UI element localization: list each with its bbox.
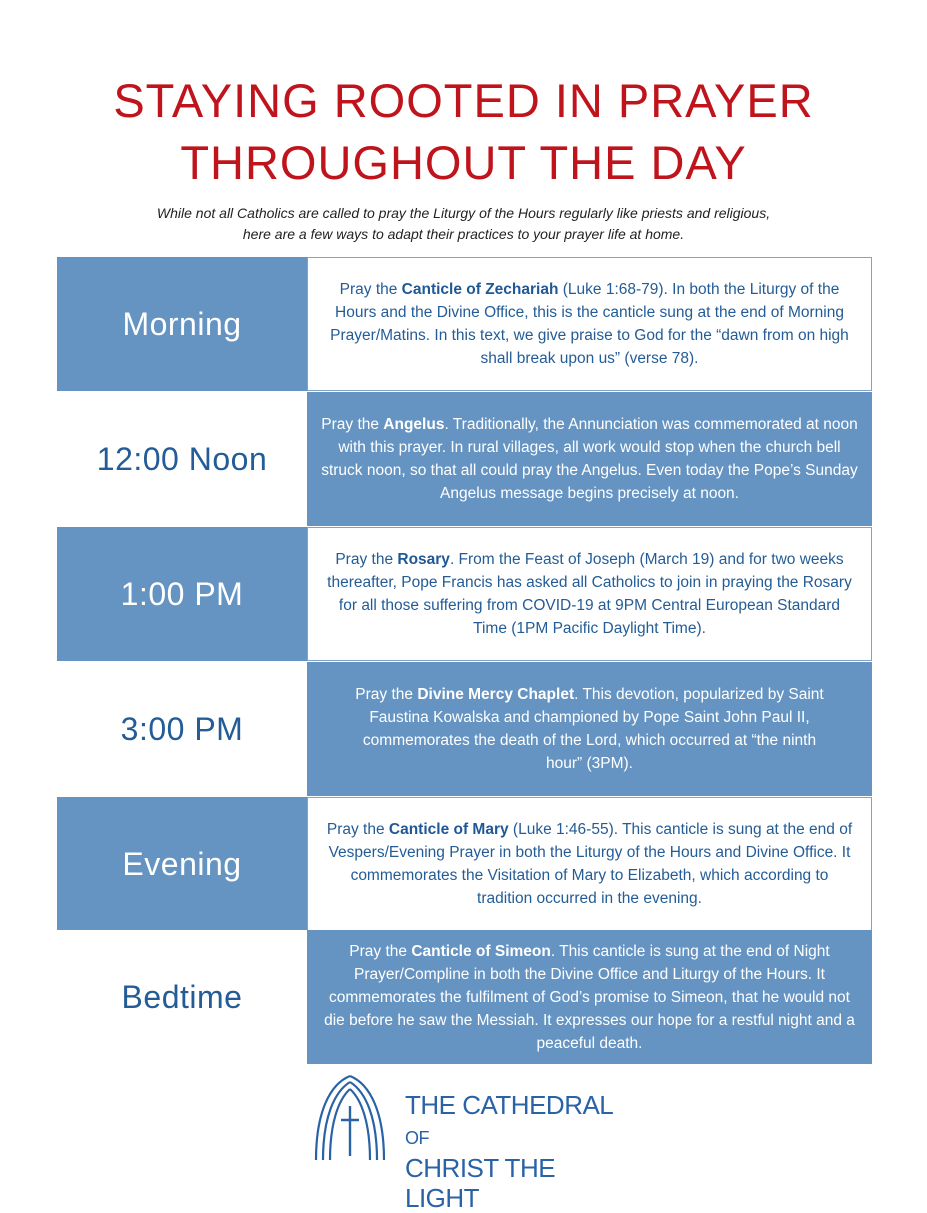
prayer-name: Angelus (383, 416, 445, 433)
prayer-name: Divine Mercy Chaplet (417, 686, 575, 703)
time-label: 1:00 PM (57, 527, 307, 661)
schedule-row-morning (57, 257, 872, 391)
schedule-row-noon (57, 392, 872, 526)
prayer-name: Rosary (397, 551, 450, 568)
page-title (0, 70, 927, 194)
title-line-1: STAYING ROOTED IN PRAYER (113, 74, 814, 127)
cathedral-arch-icon (310, 1072, 390, 1162)
prayer-description: Pray the Canticle of Zechariah (Luke 1:68-79). In both the Liturgy of the Hours and the Divine Office, this is the canticle sung at the end of Morning Prayer/Matins. In this text, we give praise to God for the “dawn from on high shall break upon us” (verse 78). (307, 257, 872, 391)
prayer-name: Canticle of Simeon (411, 942, 551, 960)
prayer-description: Pray the Rosary. From the Feast of Joseph (March 19) and for two weeks thereafter, Pope Francis has asked all Catholics to join in praying the Rosary for all those suffering from COVID-19 at 9PM Central European Standard Time (1PM Pacific Daylight Time). (307, 527, 872, 661)
title-line-2: THROUGHOUT THE DAY (180, 136, 747, 189)
schedule-row-1pm (57, 527, 872, 661)
prayer-description: Pray the Canticle of Mary (Luke 1:46-55). This canticle is sung at the end of Vespers/Evening Prayer in both the Liturgy of the Hours and Divine Office. It commemorates the Visitation of Mary to Elizabeth, which according to tradition occurred in the evening. (307, 797, 872, 931)
cathedral-name: THE CATHEDRAL OF CHRIST THE LIGHT (405, 1090, 614, 1213)
intro-line-1: While not all Catholics are called to pray the Liturgy of the Hours regularly like priests and religious, (156, 205, 771, 221)
prayer-description: Pray the Canticle of Simeon. This canticle is sung at the end of Night Prayer/Compline in both the Divine Office and Liturgy of the Hours. It commemorates the fulfilment of God’s promise to Simeon, that he would not die before he saw the Messiah. It expresses our hope for a restful night and a peaceful death. (307, 930, 872, 1064)
intro-text (0, 203, 927, 245)
prayer-name: Canticle of Zechariah (401, 281, 559, 298)
cathedral-logo (310, 1072, 630, 1213)
time-label: 3:00 PM (57, 662, 307, 796)
prayer-name: Canticle of Mary (388, 821, 509, 838)
schedule-row-evening (57, 797, 872, 931)
time-label: Morning (57, 257, 307, 391)
intro-line-2: here are a few ways to adapt their practices to your prayer life at home. (242, 226, 685, 242)
time-label: 12:00 Noon (57, 392, 307, 526)
time-label: Bedtime (57, 930, 307, 1064)
schedule-row-3pm (57, 662, 872, 796)
prayer-description: Pray the Divine Mercy Chaplet. This devotion, popularized by Saint Faustina Kowalska and championed by Pope Saint John Paul II, commemorates the death of the Lord, which occurred at “the ninth hour” (3PM). (307, 662, 872, 796)
schedule-row-bedtime (57, 930, 872, 1064)
prayer-description: Pray the Angelus. Traditionally, the Annunciation was commemorated at noon with this prayer. In rural villages, all work would stop when the church bell struck noon, so that all could pray the Angelus. Even today the Pope’s Sunday Angelus message begins precisely at noon. (307, 392, 872, 526)
time-label: Evening (57, 797, 307, 931)
